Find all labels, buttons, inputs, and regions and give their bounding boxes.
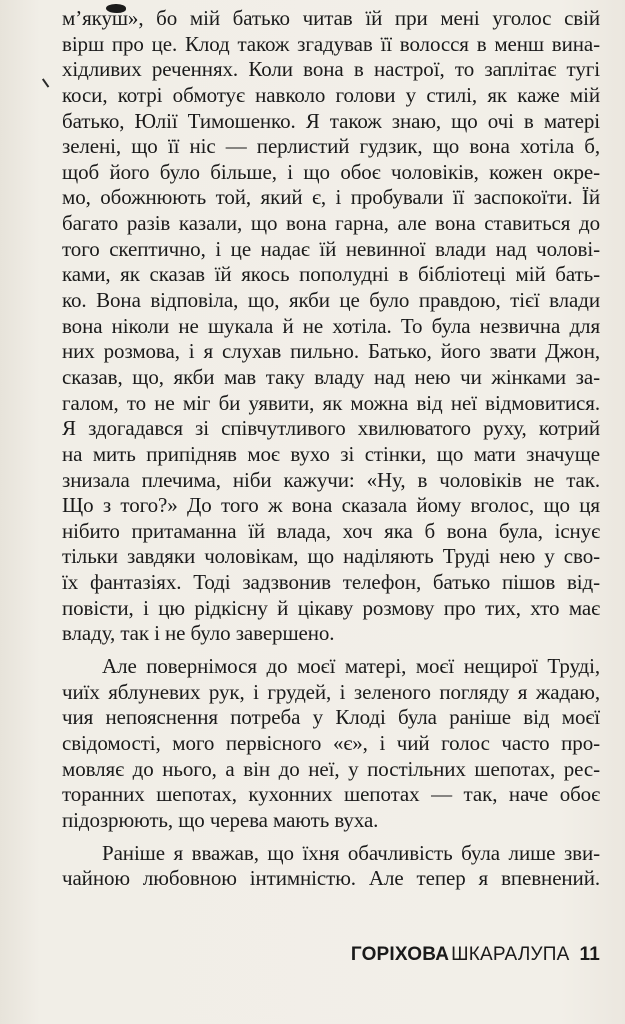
text-line: зелені, що її ніс — перлистий гудзик, що вона хотіла б, <box>62 134 600 159</box>
text-line: вірш про це. Клод також згадував її волосся в менш вина- <box>62 31 600 56</box>
text-line: хідливих реченнях. Коли вона в настрої, то заплітає тугі <box>62 57 600 82</box>
text-line: Я здогадався зі співчутливого хвилюватого руху, котрий <box>62 416 600 441</box>
text-line: м’якуш», бо мій батько читав їй при мені уголос свій <box>62 6 600 30</box>
text-line: торанних шепотах, кухонних шепотах — так, наче обоє <box>62 782 600 807</box>
text-line: мо, обожнюють той, який є, і пробували її заспокоїти. Їй <box>62 185 600 210</box>
text-line: тільки завдяки чоловікам, що наділяють Труді нею у сво- <box>62 544 600 569</box>
text-line: ками, як сказав їй якось пополудні в бібліотеці мій бать- <box>62 262 600 287</box>
footer-title-bold: ГОРІХОВА <box>350 944 450 965</box>
margin-pencil-mark <box>42 74 55 87</box>
text-line: Але повернімося до моєї матері, моєї нещирої Труді, <box>102 654 600 679</box>
text-line: повісти, і цю рідкісну й цікаву розмову про тих, хто має <box>62 595 600 620</box>
text-line: Що з того?» До того ж вона сказала йому вголос, що ця <box>62 493 600 518</box>
text-line: батько, Юлії Тимошенко. Я також знаю, що очі в матері <box>62 108 600 133</box>
text-line: чайною любовною інтимністю. Але тепер я впевнений. <box>62 866 600 891</box>
text-line: ко. Вона відповіла, що, якби це було правдою, тієї влади <box>62 288 600 313</box>
text-line: них розмова, і я слухав пильно. Батько, його звати Джон, <box>62 339 600 364</box>
text-line: вона ніколи не шукала й не хотіла. То була незвична для <box>62 313 600 338</box>
footer-title-light: ШКАРАЛУПА <box>451 944 570 965</box>
text-line: знизала плечима, ніби кажучи: «Ну, в чоловіків не так. <box>62 467 600 492</box>
text-line: галом, то не міг би уявити, як можна від неї відмовитися. <box>62 390 600 415</box>
text-line: мовляє до нього, а він до неї, у постільних шепотах, рес- <box>62 756 600 781</box>
text-line: Раніше я вважав, що їхня обачливість була лише зви- <box>102 840 600 865</box>
running-footer <box>351 944 600 966</box>
text-line: чия непояснення потреба у Клоді була раніше від моєї <box>62 705 600 730</box>
text-line: коси, котрі обмотує навколо голови у стилі, як каже мій <box>62 82 600 107</box>
text-line: багато разів казали, що вона гарна, але вона ставиться до <box>62 211 600 236</box>
text-line: владу, так і не було завершено. <box>62 621 335 646</box>
text-line: щоб його було більше, і що обоє чоловіків, кожен окре- <box>62 159 600 184</box>
text-line: того скептично, і це надає їй невинної влади над чолові- <box>62 236 600 261</box>
text-line: підозрюють, що черева мають вуха. <box>62 807 379 832</box>
text-line: нібито притаманна їй влада, хоч яка б вона була, існує <box>62 518 600 543</box>
page-number: 11 <box>579 944 600 965</box>
text-line: свідомості, мого первісного «є», і чий голос часто про- <box>62 730 600 755</box>
text-line: на мить припідняв моє вухо зі стінки, що мати значуще <box>62 441 600 466</box>
text-line: їх фантазіях. Тоді задзвонив телефон, батько пішов від- <box>62 570 600 595</box>
text-line: чиїх яблуневих рук, і грудей, і зеленого погляду я жадаю, <box>62 679 600 704</box>
body-text <box>62 6 600 892</box>
text-line: сказав, що, якби мав таку владу над нею чи жінками за- <box>62 364 600 389</box>
